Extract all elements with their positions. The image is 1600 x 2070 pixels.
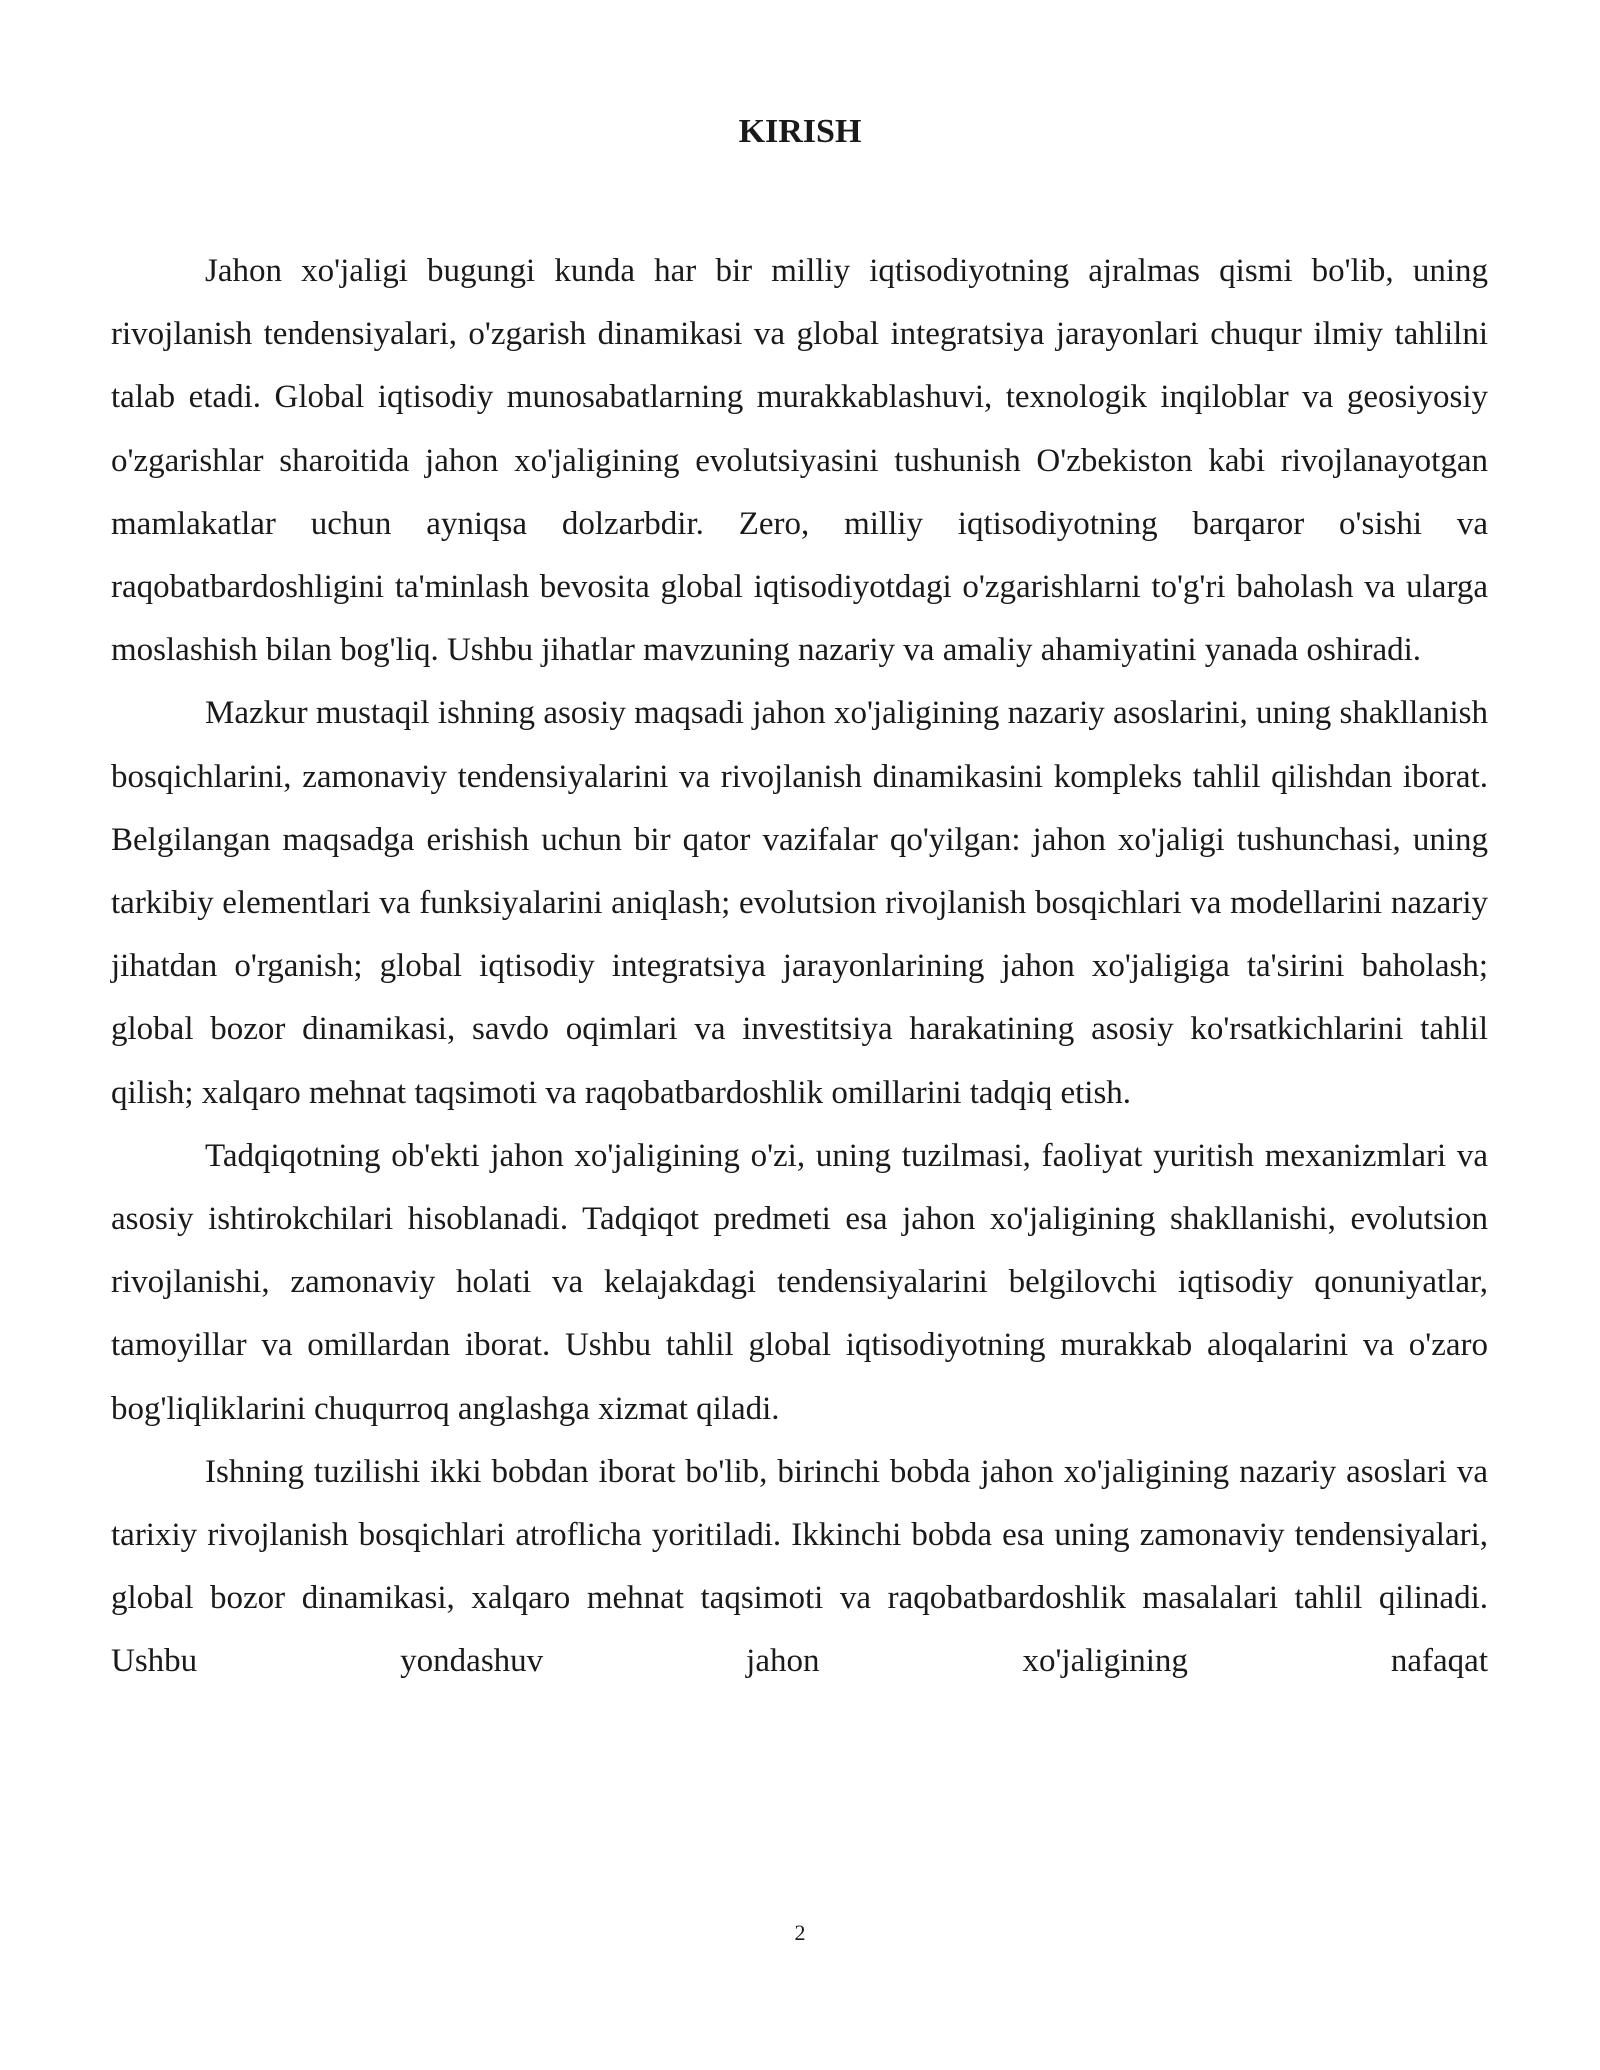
paragraph-4: Ishning tuzilishi ikki bobdan iborat bo'lib, birinchi bobda jahon xo'jaligining nazariy asoslari va tarixiy rivojlanish bosqichlari atroflicha yoritiladi. Ikkinchi bobda esa uning zamonaviy tendensiyalari, global bozor dinamikasi, xalqaro mehnat taqsimoti va raqobatbardoshlik masalalari tahlil qilinadi. Ushbu yondashuv jahon xo'jaligining nafaqat [111, 1453, 1488, 1680]
body-text [111, 240, 1488, 1694]
page-number: 2 [794, 1920, 806, 1945]
section-heading: KIRISH [738, 113, 862, 150]
paragraph-3: Tadqiqotning ob'ekti jahon xo'jaligining o'zi, uning tuzilmasi, faoliyat yuritish mexanizmlari va asosiy ishtirokchilari hisoblanadi. Tadqiqot predmeti esa jahon xo'jaligining shakllanishi, evolutsion rivojlanishi, zamonaviy holati va kelajakdagi tendensiyalarini belgilovchi iqtisodiy qonuniyatlar, tamoyillar va omillardan iborat. Ushbu tahlil global iqtisodiyotning murakkab aloqalarini va o'zaro bog'liqliklarini chuqurroq anglashga xizmat qiladi. [111, 1137, 1488, 1427]
paragraph-2: Mazkur mustaqil ishning asosiy maqsadi jahon xo'jaligining nazariy asoslarini, uning shakllanish bosqichlarini, zamonaviy tendensiyalarini va rivojlanish dinamikasini kompleks tahlil qilishdan iborat. Belgilangan maqsadga erishish uchun bir qator vazifalar qo'yilgan: jahon xo'jaligi tushunchasi, uning tarkibiy elementlari va funksiyalarini aniqlash; evolutsion rivojlanish bosqichlari va modellarini nazariy jihatdan o'rganish; global iqtisodiy integratsiya jarayonlarining jahon xo'jaligiga ta'sirini baholash; global bozor dinamikasi, savdo oqimlari va investitsiya harakatining asosiy ko'rsatkichlarini tahlil qilish; xalqaro mehnat taqsimoti va raqobatbardoshlik omillarini tadqiq etish. [111, 695, 1488, 1111]
paragraph-1: Jahon xo'jaligi bugungi kunda har bir milliy iqtisodiyotning ajralmas qismi bo'lib, uning rivojlanish tendensiyalari, o'zgarish dinamikasi va global integratsiya jarayonlari chuqur ilmiy tahlilni talab etadi. Global iqtisodiy munosabatlarning murakkablashuvi, texnologik inqiloblar va geosiyosiy o'zgarishlar sharoitida jahon xo'jaligining evolutsiyasini tushunish O'zbekiston kabi rivojlanayotgan mamlakatlar uchun ayniqsa dolzarbdir. Zero, milliy iqtisodiyotning barqaror o'sishi va raqobatbardoshligini ta'minlash bevosita global iqtisodiyotdagi o'zgarishlarni to'g'ri baholash va ularga moslashish bilan bog'liq. Ushbu jihatlar mavzuning nazariy va amaliy ahamiyatini yanada oshiradi. [111, 253, 1488, 669]
